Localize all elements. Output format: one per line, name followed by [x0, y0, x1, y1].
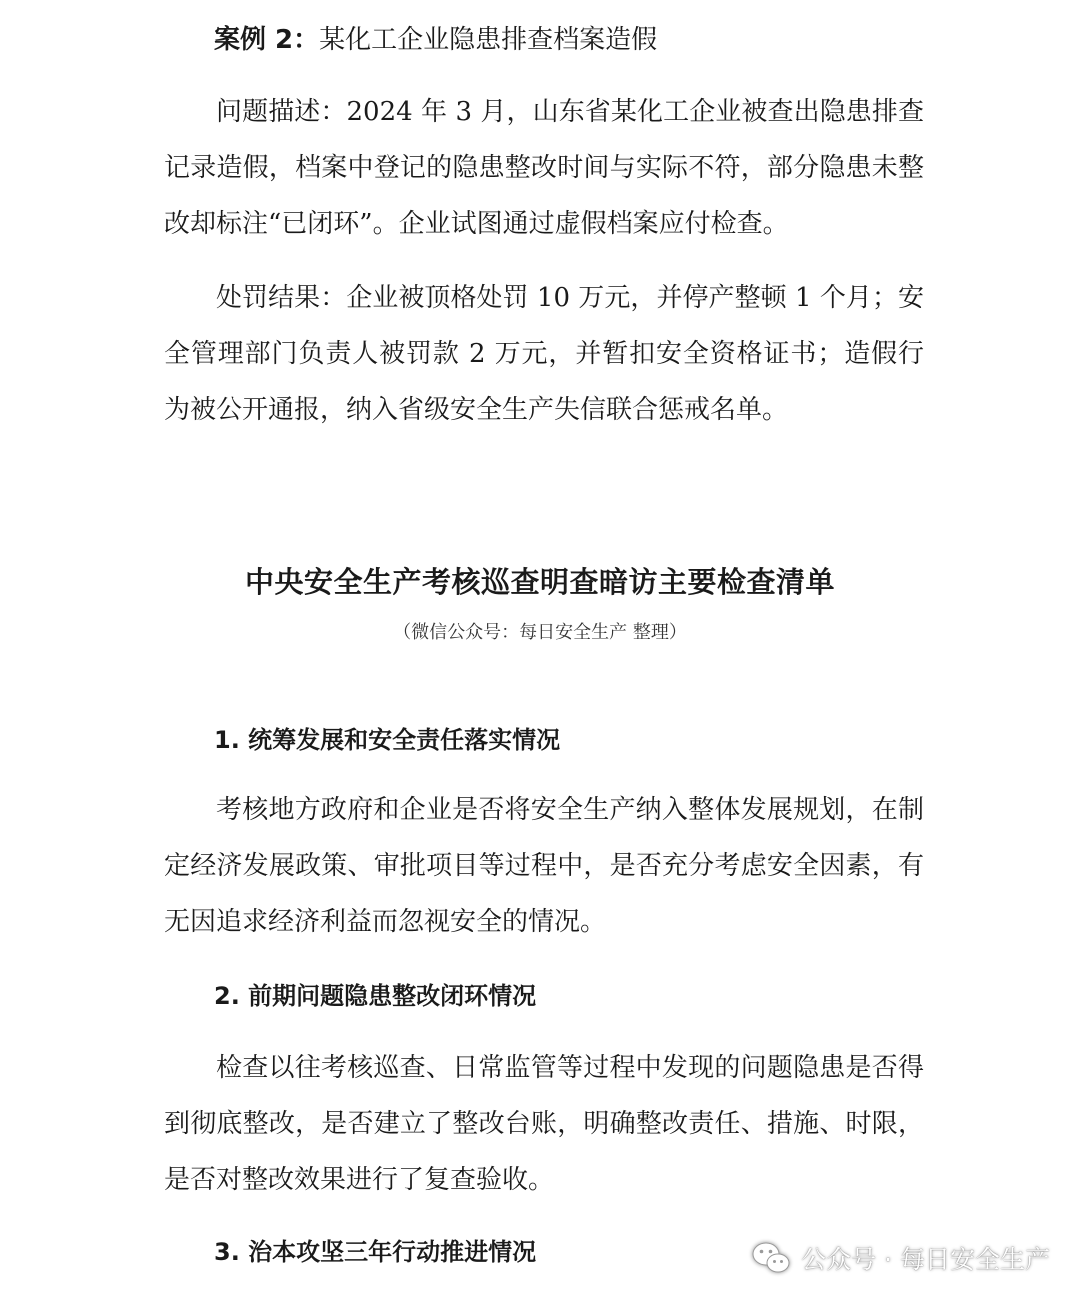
wechat-watermark [751, 1240, 1050, 1276]
section-heading-1: 1. 统筹发展和安全责任落实情况 [214, 726, 561, 754]
checklist-title: 中央安全生产考核巡查明查暗访主要检查清单 [244, 565, 835, 599]
wechat-icon [751, 1241, 791, 1275]
checklist-subtitle: （微信公众号：每日安全生产 整理） [393, 622, 687, 643]
section-body-1: 考核地方政府和企业是否将安全生产纳入整体发展规划，在制定经济发展政策、审批项目等过程中，是否充分考虑安全因素，有无因追求经济利益而忽视安全的情况。 [164, 795, 924, 937]
section-heading-2: 2. 前期问题隐患整改闭环情况 [214, 982, 537, 1010]
case-label: 案例 2： [214, 25, 320, 55]
case-title-text: 某化工企业隐患排查档案造假 [319, 25, 658, 55]
case-penalty: 处罚结果：企业被顶格处罚 10 万元，并停产整顿 1 个月；安全管理部门负责人被罚款 2 万元，并暂扣安全资格证书；造假行为被公开通报，纳入省级安全生产失信联合惩戒名单。 [164, 283, 924, 425]
case-description: 问题描述：2024 年 3 月，山东省某化工企业被查出隐患排查记录造假，档案中登记的隐患整改时间与实际不符，部分隐患未整改却标注“已闭环”。企业试图通过虚假档案应付检查。 [164, 97, 924, 239]
section-body-2: 检查以往考核巡查、日常监管等过程中发现的问题隐患是否得到彻底整改，是否建立了整改台账，明确整改责任、措施、时限，是否对整改效果进行了复查验收。 [164, 1053, 924, 1195]
section-heading-3: 3. 治本攻坚三年行动推进情况 [214, 1238, 537, 1266]
case-title [214, 20, 657, 60]
watermark-text: 公众号 · 每日安全生产 [801, 1245, 1050, 1274]
